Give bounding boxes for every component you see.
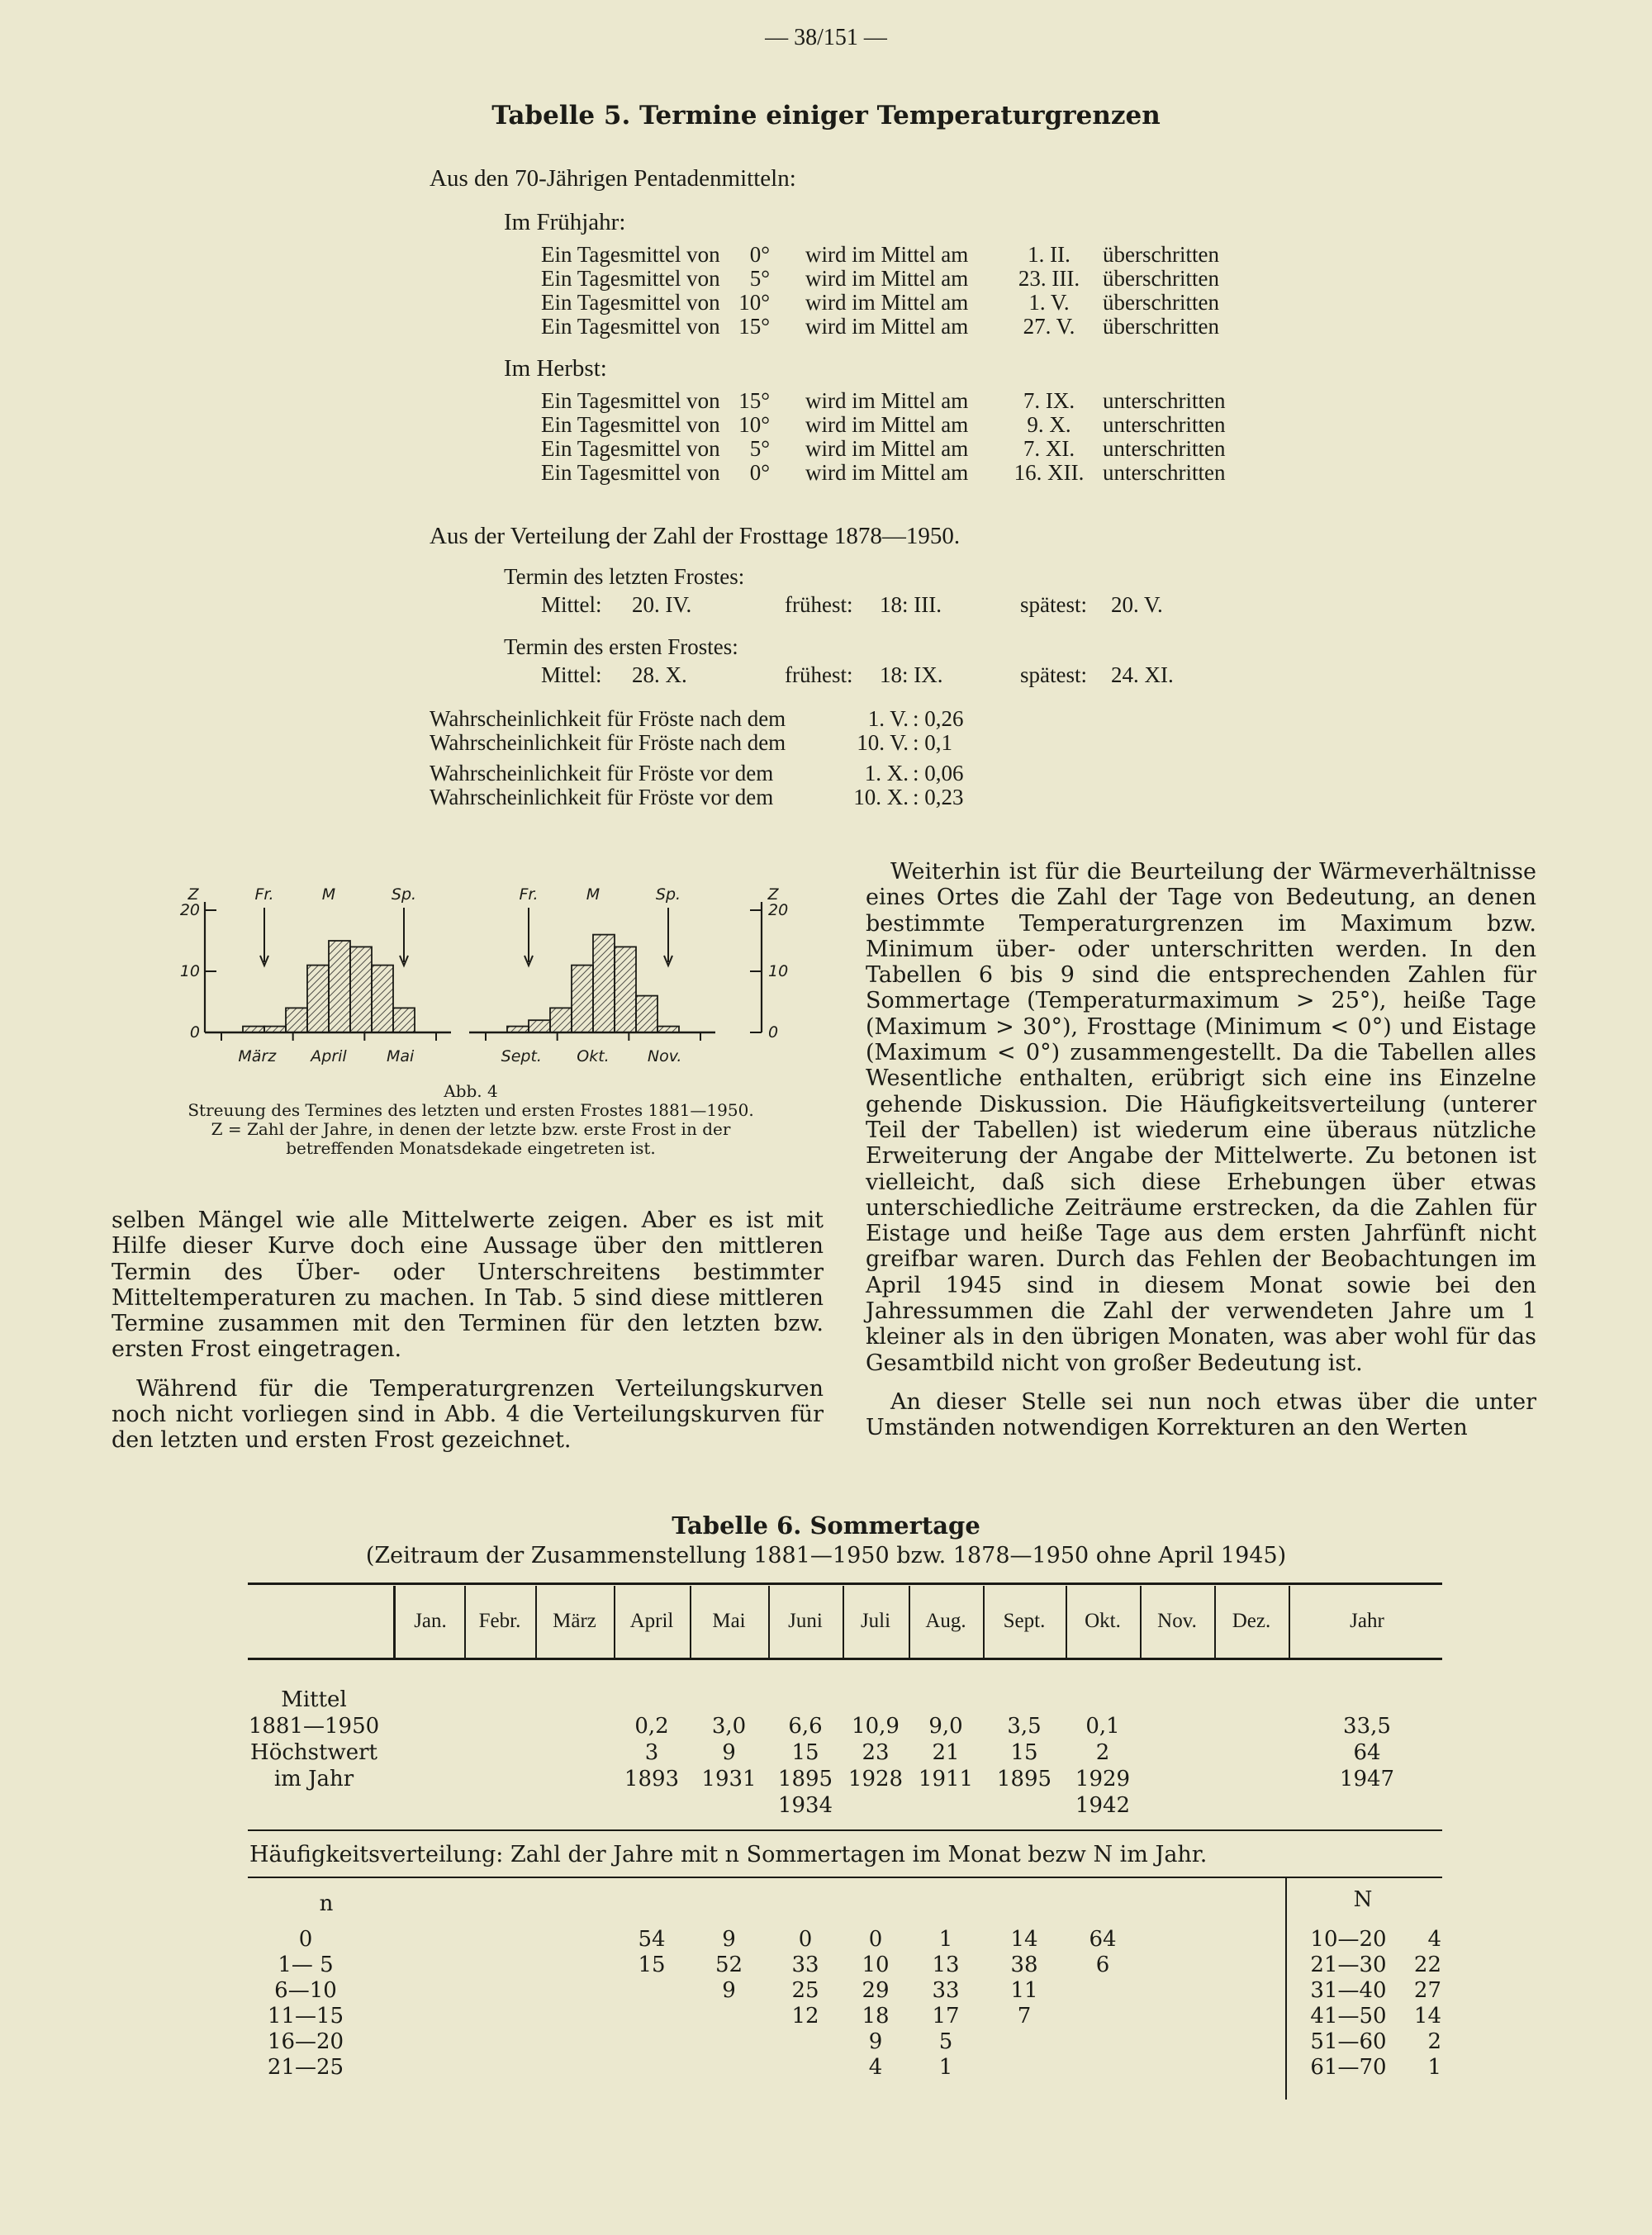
y-tick-label: 20 [179,901,200,919]
table5-title: Tabelle 5. Termine einiger Temperaturgrenzen [491,101,1161,130]
table-cell: 15 [1010,1740,1038,1765]
table5-cell: 7. XI. [1023,436,1075,461]
spring-label: Im Frühjahr: [504,209,626,235]
table-cell: 64 [1353,1740,1381,1765]
N-header: N [1353,1887,1373,1912]
table-cell: 3 [644,1740,659,1765]
table-column-rule [393,1586,396,1658]
table-cell: 38 [1010,1953,1038,1977]
month-label: Okt. [577,1047,610,1065]
table-cell: 15 [638,1953,666,1977]
table-cell: 1929 [1075,1767,1131,1791]
table-cell: 17 [932,2004,960,2029]
table5-cell: unterschritten [1103,436,1226,461]
table5-cell: wird im Mittel am [805,388,969,413]
probability-date: 1. V. [867,706,909,731]
frost-cell: 24. XI. [1111,662,1174,687]
histogram-bar [372,966,393,1032]
month-header: Sept. [1003,1610,1046,1632]
month-header: Dez. [1232,1610,1271,1632]
frost-cell: Mittel: [541,662,602,687]
table5-cell: unterschritten [1103,412,1226,437]
table5-cell: 5° [749,266,770,291]
table5-cell: Ein Tagesmittel von [541,290,720,315]
table5-cell: Ein Tagesmittel von [541,412,720,437]
table-cell: 0,1 [1085,1714,1120,1739]
caption-line: Streuung des Termines des letzten und ersten Frostes 1881—1950. [188,1100,754,1120]
table5-cell: 10° [738,290,770,315]
table5-cell: Ein Tagesmittel von [541,314,720,339]
y-tick-label: 0 [768,1023,779,1042]
month-label: Sept. [501,1047,542,1065]
row-label: im Jahr [273,1767,354,1791]
table5-cell: 10° [738,412,770,437]
table-cell: 25 [791,1978,819,2003]
month-header: Jahr [1350,1610,1384,1632]
table-cell: 1928 [847,1767,904,1791]
frost-intro: Aus der Verteilung der Zahl der Frosttage 1878—1950. [430,523,961,549]
caption-line: betreffenden Monatsdekade eingetreten ist. [286,1138,656,1158]
table-cell: 0 [868,1927,883,1952]
table5-cell: wird im Mittel am [805,460,969,485]
table-cell: 9 [868,2029,883,2054]
histogram-bar [550,1008,572,1032]
paragraph: selben Mängel wie alle Mittelwerte zeigen. Aber es ist mit Hilfe dieser Kurve doch eine Aussage über den mittleren Termin des Über- oder Unterschreitens bestimmter Mitteltemperaturen zu machen. In Tab. 5 sind diese mittleren Termine zusammen mit den Terminen für den letzten bzw. ersten Frost eingetragen. [112,1208,824,1363]
N-count: 2 [1427,2029,1441,2054]
table-cell: 10,9 [852,1714,900,1739]
N-range: 61—70 [1310,2055,1387,2080]
N-range: 31—40 [1310,1978,1387,2003]
n-value: 21—25 [267,2055,344,2080]
table-cell: 1893 [624,1767,680,1791]
table5-intro: Aus den 70-Jährigen Pentadenmitteln: [430,165,796,192]
table5-cell: 16. XII. [1014,460,1085,485]
table-cell: 7 [1017,2004,1032,2029]
histogram-bar [329,941,350,1032]
probability-label: Wahrscheinlichkeit für Fröste vor dem [430,785,774,809]
table-cell: 1895 [996,1767,1052,1791]
y-tick-label: 0 [189,1023,200,1042]
table5-cell: wird im Mittel am [805,412,969,437]
table5-cell: 5° [749,436,770,461]
month-header: April [629,1610,674,1632]
table-cell: 6,6 [788,1714,823,1739]
autumn-label: Im Herbst: [504,355,607,382]
row-label: 1881—1950 [248,1714,380,1739]
N-count: 1 [1427,2055,1441,2080]
table5-cell: überschritten [1103,290,1219,315]
month-header: Mai [712,1610,746,1632]
histogram-bar [529,1020,550,1032]
probability-value: : 0,1 [913,730,953,755]
probability-value: : 0,26 [913,706,964,731]
table-cell: 1947 [1339,1767,1395,1791]
table5-cell: Ein Tagesmittel von [541,242,720,267]
histogram-bar [350,947,372,1032]
paragraph: Weiterhin ist für die Beurteilung der Wärmeverhältnisse eines Ortes die Zahl der Tage von Bedeutung, an denen bestimmte Temperaturgrenzen im Maximum bzw. Minimum über- oder unterschritten werden. In den Tabellen 6 bis 9 sind die entsprechenden Zahlen für Sommertage (Temperaturmaximum > 25°), heiße Tage (Maximum > 30°), Frosttage (Minimum < 0°) und Eistage (Maximum < 0°) zusammengestellt. Da die Tabellen alles Wesentliche enthalten, erübrigt sich eine ins Einzelne gehende Diskussion. Die Häufigkeitsverteilung (unterer Teil der Tabellen) ist wiederum eine überaus nützliche Erweiterung der Angabe der Mittelwerte. Zu betonen ist vielleicht, daß sich diese Erhebungen über etwas unterschiedliche Zeiträume erstrecken, da die Zahlen für Eistage und heiße Tage aus dem ersten Jahrfünft nicht greifbar waren. Durch das Fehlen der Beobachtungen im April 1945 sind in diesem Monat sowie bei den Jahressummen die Zahl der verwendeten Jahre um 1 kleiner als in den übrigen Monaten, was aber wohl für das Gesamtbild nicht von großer Bedeutung ist. [866,859,1536,1376]
paragraph: Während für die Temperaturgrenzen Verteilungskurven noch nicht vorliegen sind in Abb. 4 die Verteilungskurven für den letzten und ersten Frost gezeichnet. [112,1375,824,1454]
N-range: 21—30 [1310,1953,1387,1977]
n-value: 11—15 [267,2004,344,2029]
frost-cell: 18: III. [880,592,942,617]
N-range: 10—20 [1310,1927,1387,1952]
table5-cell: 0° [749,242,770,267]
table-cell: 3,5 [1007,1714,1042,1739]
table-cell: 33,5 [1343,1714,1391,1739]
table-cell: 23 [862,1740,890,1765]
table5-cell: 1. V. [1028,290,1070,315]
histogram-bar [393,1008,415,1032]
y-axis-label: Z [767,885,779,904]
N-count: 14 [1413,2004,1441,2029]
n-header: n [319,1891,334,1916]
N-count: 27 [1413,1978,1441,2003]
n-value: 16—20 [267,2029,344,2054]
table6-title: Tabelle 6. Sommertage [672,1511,980,1540]
frost-cell: spätest: [1020,592,1087,617]
table-cell: 9 [722,1927,736,1952]
table5-cell: 0° [749,460,770,485]
table-cell: 1895 [777,1767,833,1791]
arrow-label: Fr. [254,885,274,904]
table5-cell: 27. V. [1023,314,1075,339]
table5-cell: überschritten [1103,314,1219,339]
table5-cell: wird im Mittel am [805,314,969,339]
table-rule [248,1658,1442,1660]
month-header: Nov. [1157,1610,1197,1632]
frost-cell: 18: IX. [880,662,943,687]
frost-cell: frühest: [785,592,853,617]
month-header: Juli [860,1610,891,1632]
frost-cell: frühest: [785,662,853,687]
row-label: Höchstwert [250,1740,377,1765]
table5-cell: wird im Mittel am [805,266,969,291]
N-count: 4 [1427,1927,1441,1952]
month-label: Mai [387,1047,415,1065]
frost-cell: spätest: [1020,662,1087,687]
probability-label: Wahrscheinlichkeit für Fröste vor dem [430,761,774,785]
table5-cell: 7. IX. [1023,388,1075,413]
table-cell: 4 [868,2055,883,2080]
n-value: 1— 5 [278,1953,334,1977]
table-cell: 1911 [918,1767,974,1791]
y-tick-label: 10 [768,962,789,980]
table5-cell: 15° [738,314,770,339]
caption-line: Z = Zahl der Jahre, in denen der letzte bzw. erste Frost in der [211,1119,731,1139]
n-value: 0 [298,1927,313,1952]
table-cell: 5 [938,2029,953,2054]
table-rule [248,1583,1442,1585]
table5-cell: wird im Mittel am [805,242,969,267]
table-cell: 12 [791,2004,819,2029]
table-cell: 1 [938,2055,953,2080]
month-label: Nov. [647,1047,682,1065]
table-cell: 1934 [777,1793,833,1818]
arrow-label: M [321,885,336,904]
y-axis-label: Z [188,885,199,904]
table-cell: 9,0 [928,1714,963,1739]
N-range: 51—60 [1310,2029,1387,2054]
month-label: April [311,1047,347,1065]
table-column-rule [1285,1877,1287,2100]
table-cell: 2 [1095,1740,1110,1765]
histogram-bar [307,966,329,1032]
table-cell: 18 [862,2004,890,2029]
table-cell: 9 [722,1740,736,1765]
frost-cell: 20. V. [1111,592,1163,617]
arrow-label: Fr. [519,885,539,904]
month-header: Juni [788,1610,823,1632]
table-cell: 54 [638,1927,666,1952]
table5-cell: 23. III. [1018,266,1080,291]
N-count: 22 [1413,1953,1441,1977]
table5-cell: überschritten [1103,242,1219,267]
table-rule [248,1829,1442,1831]
y-tick-label: 10 [179,962,200,980]
table5-cell: Ein Tagesmittel von [541,388,720,413]
probability-date: 1. X. [864,761,909,785]
arrow-label: Sp. [391,885,417,904]
left-column-text [112,1208,824,1454]
probability-value: : 0,23 [913,785,964,809]
table5-cell: Ein Tagesmittel von [541,266,720,291]
table5-cell: 1. II. [1028,242,1070,267]
figure-abb4 [165,880,826,1082]
frost-histogram [165,880,826,1078]
frequency-title: Häufigkeitsverteilung: Zahl der Jahre mit n Sommertagen im Monat bezw N im Jahr. [249,1842,1208,1867]
month-header: März [553,1610,596,1632]
arrow-label: M [586,885,601,904]
right-column-text [866,859,1536,1441]
n-value: 6—10 [274,1978,337,2003]
arrow-label: Sp. [655,885,681,904]
frost-cell: 28. X. [632,662,687,687]
figure-caption [107,1082,834,1158]
probability-date: 10. X. [853,785,909,809]
table-cell: 14 [1010,1927,1038,1952]
table5-cell: 15° [738,388,770,413]
table-cell: 6 [1095,1953,1110,1977]
histogram-bar [615,947,636,1032]
frost-cell: 20. IV. [632,592,692,617]
probability-label: Wahrscheinlichkeit für Fröste nach dem [430,730,786,755]
table-cell: 13 [932,1953,960,1977]
month-header: Okt. [1085,1610,1121,1632]
table-cell: 29 [862,1978,890,2003]
table5-cell: überschritten [1103,266,1219,291]
table-cell: 1942 [1075,1793,1131,1818]
table-cell: 33 [932,1978,960,2003]
probability-value: : 0,06 [913,761,964,785]
table-cell: 10 [862,1953,890,1977]
table5-cell: Ein Tagesmittel von [541,460,720,485]
first-frost-label: Termin des ersten Frostes: [504,634,738,659]
table-cell: 52 [714,1953,743,1977]
histogram-bar [593,935,615,1032]
month-label: März [238,1047,277,1065]
month-header: Aug. [925,1610,966,1632]
histogram-bar [286,1008,307,1032]
table-cell: 3,0 [711,1714,747,1739]
table-rule [248,1877,1442,1878]
table-cell: 64 [1089,1927,1117,1952]
N-range: 41—50 [1310,2004,1387,2029]
histogram-bar [636,996,657,1032]
table-cell: 33 [791,1953,819,1977]
table-cell: 0 [798,1927,813,1952]
table5-cell: wird im Mittel am [805,436,969,461]
table5-cell: 9. X. [1027,412,1071,437]
page-number: — 38/151 — [765,25,887,50]
month-header: Febr. [478,1610,521,1632]
month-header: Jan. [414,1610,447,1632]
caption-title: Abb. 4 [444,1081,498,1101]
table-cell: 0,2 [634,1714,669,1739]
table-cell: 9 [722,1978,736,2003]
table-cell: 11 [1010,1978,1038,2003]
probability-date: 10. V. [857,730,909,755]
table-cell: 21 [932,1740,960,1765]
table5-cell: unterschritten [1103,460,1226,485]
table5-cell: unterschritten [1103,388,1226,413]
histogram-bar [572,966,593,1032]
table5-cell: Ein Tagesmittel von [541,436,720,461]
table6-subtitle: (Zeitraum der Zusammenstellung 1881—1950 bzw. 1878—1950 ohne April 1945) [365,1543,1287,1568]
row-label: Mittel [281,1687,347,1712]
table5-cell: wird im Mittel am [805,290,969,315]
frost-cell: Mittel: [541,592,602,617]
table-cell: 1 [938,1927,953,1952]
table-cell: 1931 [701,1767,757,1791]
last-frost-label: Termin des letzten Frostes: [504,564,745,589]
paragraph: An dieser Stelle sei nun noch etwas über die unter Umständen notwendigen Korrekturen an den Werten [866,1388,1536,1441]
y-tick-label: 20 [768,901,789,919]
probability-label: Wahrscheinlichkeit für Fröste nach dem [430,706,786,731]
table-cell: 15 [791,1740,819,1765]
